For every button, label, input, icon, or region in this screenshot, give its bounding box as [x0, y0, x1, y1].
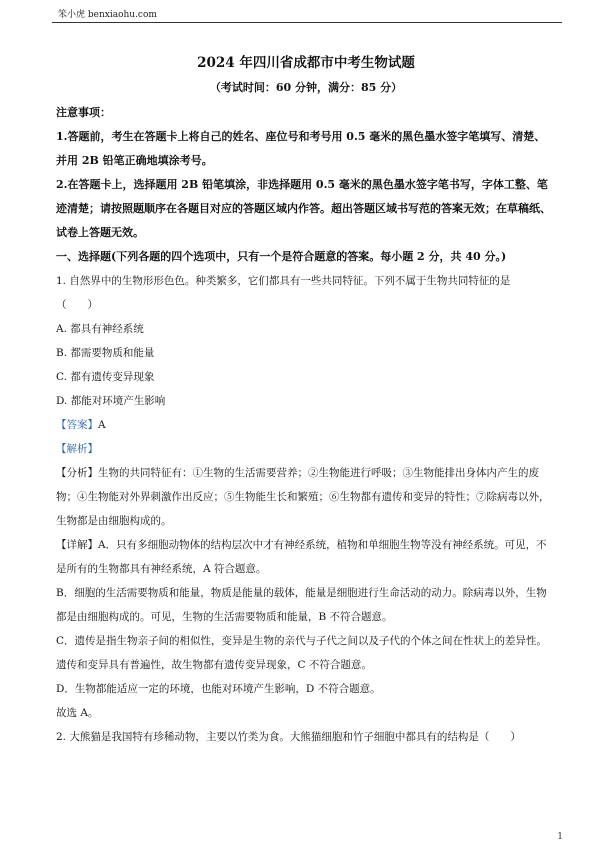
- notice-heading: 注意事项：: [56, 106, 111, 119]
- q1-bracket: （ ）: [56, 299, 98, 311]
- fenxi-text: 生物的共同特征有：①生物的生活需要营养；②生物能进行呼吸；③生物能排出身体内产生的废物；④生物能对外界刺激作出反应；⑤生物能生长和繁殖；⑥生物都有遗传和变异的特性；⑦除病毒以外，生物都是由细胞构成的。: [56, 467, 550, 527]
- exam-subtitle: （考试时间：60 分钟，满分：85 分）: [209, 81, 403, 94]
- fenxi-tag: 【分析】: [56, 467, 98, 479]
- q1-stem: 1. 自然界中的生物形形色色。种类繁多，它们都具有一些共同特征。下列不属于生物共同特征的是: [56, 275, 511, 287]
- q1-option-b: B. 都需要物质和能量: [56, 347, 155, 359]
- exam-title: 2024 年四川省成都市中考生物试题: [197, 55, 415, 71]
- q1-option-a: A. 都具有神经系统: [56, 323, 144, 335]
- xiangjie-text-a: A．只有多细胞动物体的结构层次中才有神经系统，植物和单细胞生物等没有神经系统。可见，不是所有的生物都具有神经系统，A 符合题意。: [56, 539, 547, 575]
- notice-item-2: 2.在答题卡上，选择题用 2B 铅笔填涂，非选择题用 0.5 毫米的黑色墨水签字笔书写，字体工整、笔迹清楚；请按照题顺序在各题目对应的答题区域内作答。超出答题区域书写范的答案无效；在草稿纸、试卷上答题无效。: [56, 178, 551, 239]
- answer-tag: 【答案】: [56, 419, 98, 431]
- notice-item-1: 1.答题前，考生在答题卡上将自己的姓名、座位号和考号用 0.5 毫米的黑色墨水签字笔填写、清楚、并用 2B 铅笔正确地填涂考号。: [56, 130, 546, 167]
- question-1: [56, 269, 556, 725]
- q1-fenxi: [56, 461, 556, 533]
- q2-stem: 2. 大熊猫是我国特有珍稀动物，主要以竹类为食。大熊猫细胞和竹子细胞中都具有的结构是（ ）: [56, 731, 521, 743]
- answer-value: A: [98, 419, 106, 431]
- notice-block: [56, 101, 556, 245]
- header-site: 笨小虎 benxiaohu.com: [58, 10, 157, 20]
- q1-detail-c: C．遗传是指生物亲子间的相似性，变异是生物的亲代与子代之间以及子代的个体之间在性状上的差异性。遗传和变异具有普遍性，故生物都有遗传变异现象，C 不符合题意。: [56, 635, 548, 671]
- question-2: [56, 725, 556, 749]
- q1-answer: [56, 413, 556, 437]
- analysis-tag: 【解析】: [56, 443, 98, 455]
- q1-detail-b: B．细胞的生活需要物质和能量，物质是能量的载体，能量是细胞进行生命活动的动力。除病毒以外，生物都是由细胞构成的。可见，生物的生活需要物质和能量，B 不符合题意。: [56, 587, 547, 623]
- q1-detail-d: D．生物都能适应一定的环境，也能对环境产生影响，D 不符合题意。: [56, 683, 381, 695]
- page-content: [56, 50, 556, 749]
- q1-xiangjie: [56, 533, 556, 581]
- q1-option-d: D. 都能对环境产生影响: [56, 395, 166, 407]
- xiangjie-tag: 【详解】: [56, 539, 98, 551]
- section-heading: 一、选择题(下列各题的四个选项中，只有一个是符合题意的答案。每小题 2 分，共 40 分。): [56, 250, 507, 263]
- q1-analysis: [56, 437, 556, 461]
- q1-conclusion: 故选 A。: [56, 707, 99, 719]
- header-rule: [52, 22, 562, 23]
- q1-option-c: C. 都有遗传变异现象: [56, 371, 155, 383]
- page-number: 1: [557, 832, 563, 842]
